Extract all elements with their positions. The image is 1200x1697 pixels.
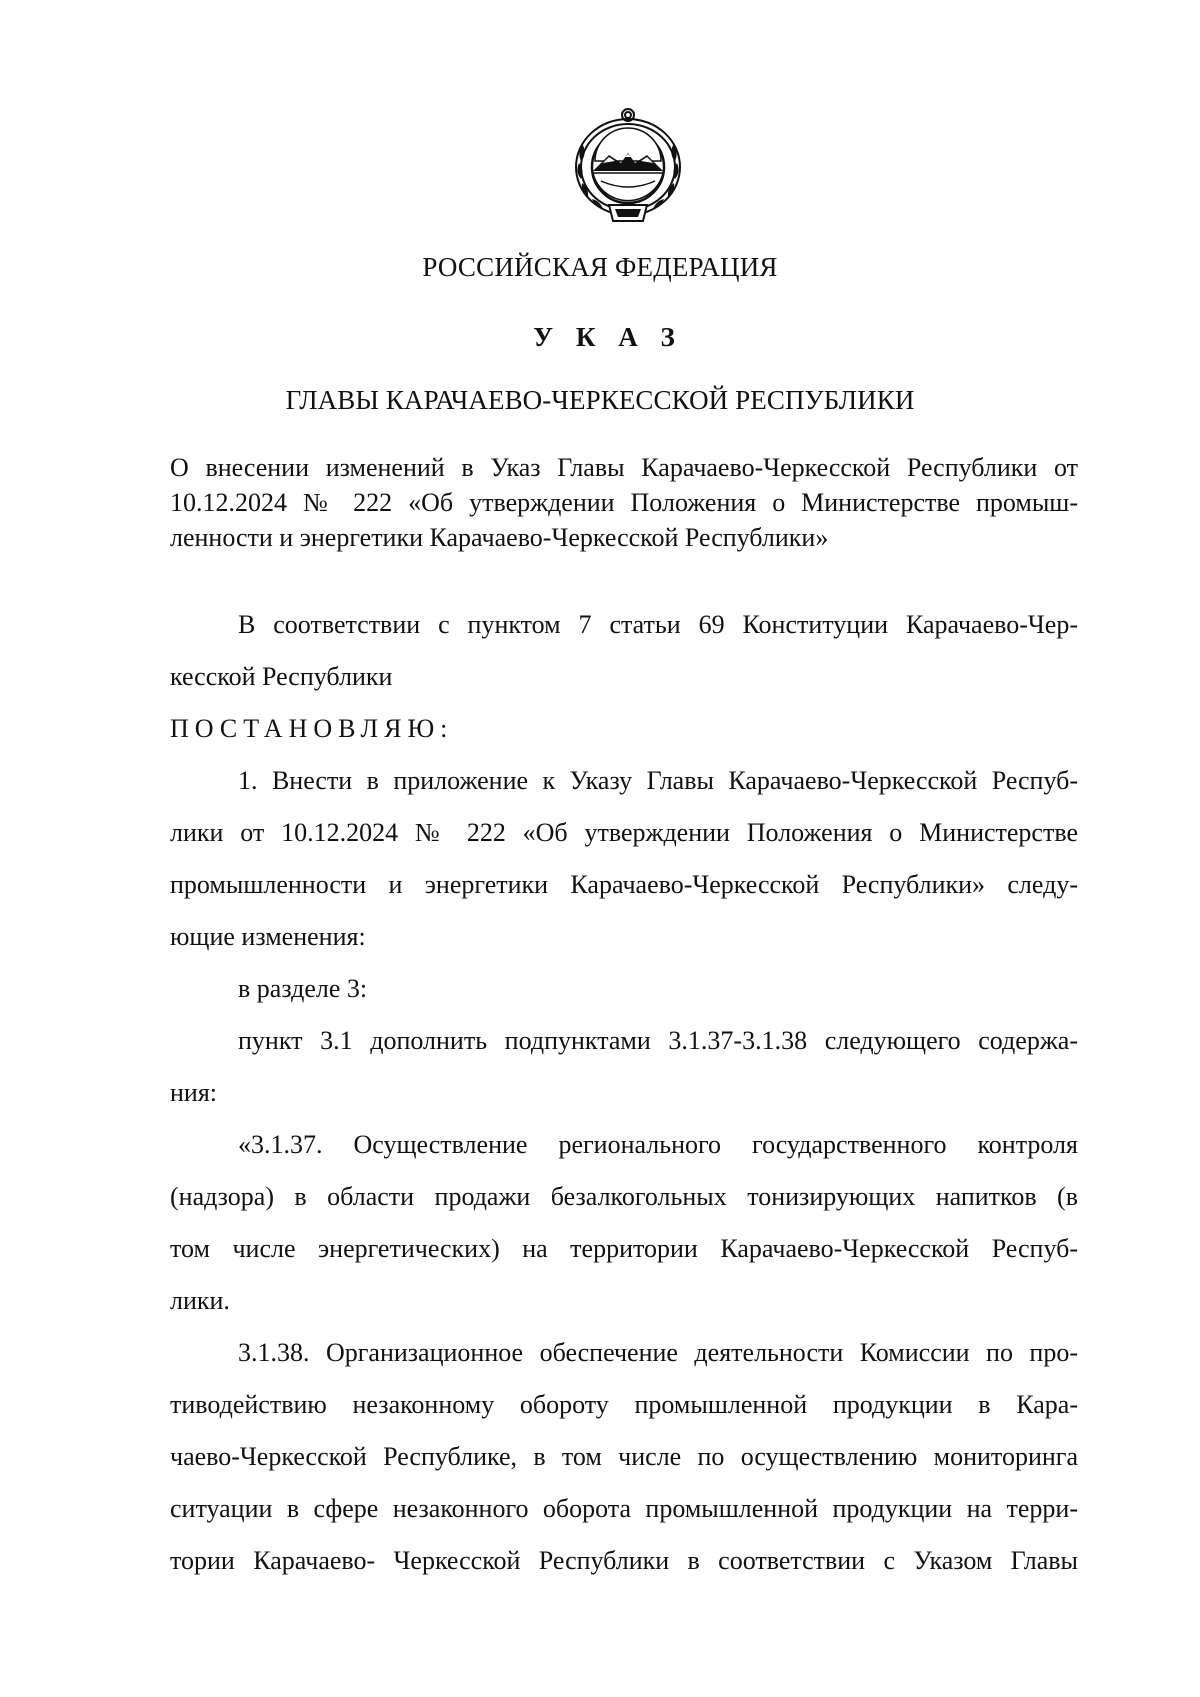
body-line: кесской Республики (170, 662, 393, 691)
document-subject (170, 450, 1078, 555)
body-line: пункт 3.1 дополнить подпунктами 3.1.37-3.1.38 следующего содержа- (238, 1026, 1078, 1055)
decree-verb: ПОСТАНОВЛЯЮ: (170, 714, 454, 743)
document-type-title: У К А З (533, 322, 683, 352)
body-line: 3.1.38. Организационное обеспечение деятельности Комиссии по про- (238, 1338, 1078, 1367)
body-line: промышленности и энергетики Карачаево-Черкесской Республики» следу- (170, 870, 1078, 899)
body-line: В соответствии с пунктом 7 статьи 69 Конституции Карачаево-Чер- (238, 610, 1078, 639)
body-line: ситуации в сфере незаконного оборота промышленной продукции на терри- (170, 1494, 1078, 1523)
body-line: тиводействию незаконному обороту промышленной продукции в Кара- (170, 1390, 1078, 1419)
subject-line: О внесении изменений в Указ Главы Карачаево-Черкесской Республики от (170, 453, 1078, 482)
issuer-title: ГЛАВЫ КАРАЧАЕВО-ЧЕРКЕССКОЙ РЕСПУБЛИКИ (285, 385, 915, 415)
body-line: чаево-Черкесской Республике, в том числе по осуществлению мониторинга (170, 1442, 1078, 1471)
coat-of-arms-emblem-icon (565, 105, 691, 231)
body-line: лики от 10.12.2024 № 222 «Об утверждении Положения о Министерстве (170, 818, 1078, 847)
body-line: ния: (170, 1078, 218, 1107)
subject-line: ленности и энергетики Карачаево-Черкесской Республики» (170, 523, 829, 552)
body-line: тории Карачаево- Черкесской Республики в соответствии с Указом Главы (170, 1546, 1078, 1575)
body-line: «3.1.37. Осуществление регионального государственного контроля (238, 1130, 1078, 1159)
body-line: в разделе 3: (238, 974, 368, 1003)
body-line: (надзора) в области продажи безалкогольных тонизирующих напитков (в (170, 1182, 1078, 1211)
body-line: лики. (170, 1286, 230, 1315)
body-line: ющие изменения: (170, 922, 366, 951)
body-line: том числе энергетических) на территории Карачаево-Черкесской Респуб- (170, 1234, 1078, 1263)
subject-line: 10.12.2024 № 222 «Об утверждении Положения о Министерстве промыш- (170, 488, 1078, 517)
country-title: РОССИЙСКАЯ ФЕДЕРАЦИЯ (422, 252, 778, 282)
body-line: 1. Внести в приложение к Указу Главы Карачаево-Черкесской Респуб- (238, 766, 1078, 795)
